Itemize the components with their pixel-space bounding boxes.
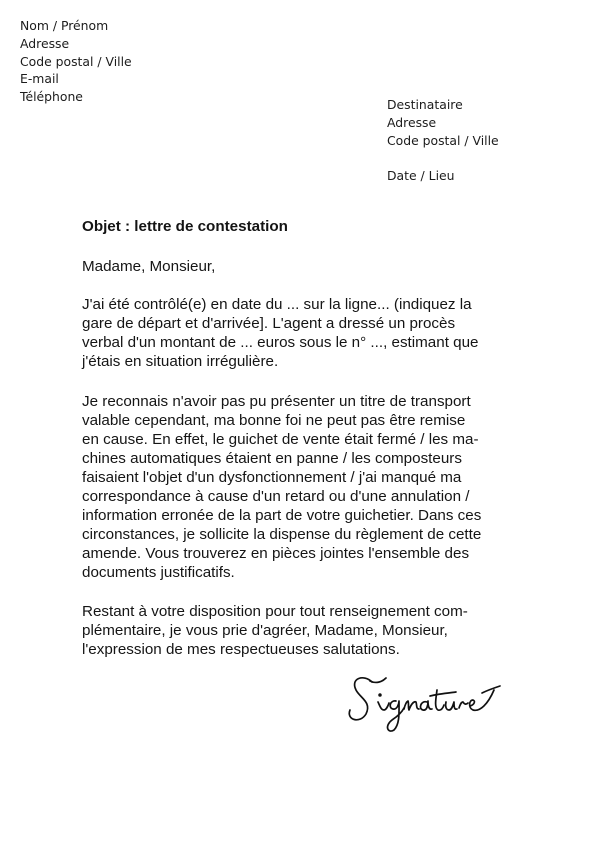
sender-name: Nom / Prénom — [20, 18, 109, 33]
letter-subject: Objet : lettre de contestation — [82, 218, 288, 235]
paragraph-line: verbal d'un montant de ... euros sous le n° ..., estimant que — [82, 334, 479, 351]
sender-email: E-mail — [20, 71, 59, 87]
paragraph-line: documents justificatifs. — [82, 564, 235, 581]
handwritten-signature — [342, 668, 507, 740]
paragraph-line: faisaient l'objet d'un dysfonctionnement / j'ai manqué ma — [82, 469, 462, 486]
paragraph-line: Je reconnais n'avoir pas pu présenter un titre de transport — [82, 393, 471, 410]
sender-postal-city: Code postal / Ville — [20, 53, 132, 69]
paragraph-line: chines automatiques étaient en panne / les composteurs — [82, 450, 462, 467]
paragraph-line: j'étais en situation irrégulière. — [82, 353, 279, 370]
paragraph-line: circonstances, je sollicite la dispense du règlement de cette — [82, 526, 482, 543]
recipient-block — [387, 96, 499, 150]
paragraph-line: information erronée de la part de votre guichetier. Dans ces — [82, 507, 482, 524]
recipient-name: Destinataire — [387, 97, 463, 112]
paragraph-line: plémentaire, je vous prie d'agréer, Madame, Monsieur, — [82, 622, 448, 639]
sender-block — [20, 17, 132, 106]
letter-greeting: Madame, Monsieur, — [82, 258, 216, 275]
recipient-postal-city: Code postal / Ville — [387, 133, 499, 148]
paragraph-3 — [82, 602, 468, 659]
paragraph-line: en cause. En effet, le guichet de vente était fermé / les ma- — [82, 431, 479, 448]
paragraph-line: J'ai été contrôlé(e) en date du ... sur la ligne... (indiquez la — [82, 296, 472, 313]
paragraph-line: correspondance à cause d'un retard ou d'une annulation / — [82, 488, 470, 505]
date-place: Date / Lieu — [387, 168, 455, 183]
recipient-address: Adresse — [387, 115, 437, 130]
paragraph-1 — [82, 295, 478, 371]
paragraph-line: valable cependant, ma bonne foi ne peut pas être remise — [82, 412, 466, 429]
sender-phone: Téléphone — [20, 89, 83, 105]
paragraph-line: l'expression de mes respectueuses salutations. — [82, 641, 400, 658]
paragraph-line: Restant à votre disposition pour tout renseignement com- — [82, 603, 468, 620]
paragraph-line: amende. Vous trouverez en pièces jointes l'ensemble des — [82, 545, 470, 562]
paragraph-2 — [82, 392, 481, 582]
sender-address: Adresse — [20, 35, 70, 51]
paragraph-line: gare de départ et d'arrivée]. L'agent a dressé un procès — [82, 315, 456, 332]
